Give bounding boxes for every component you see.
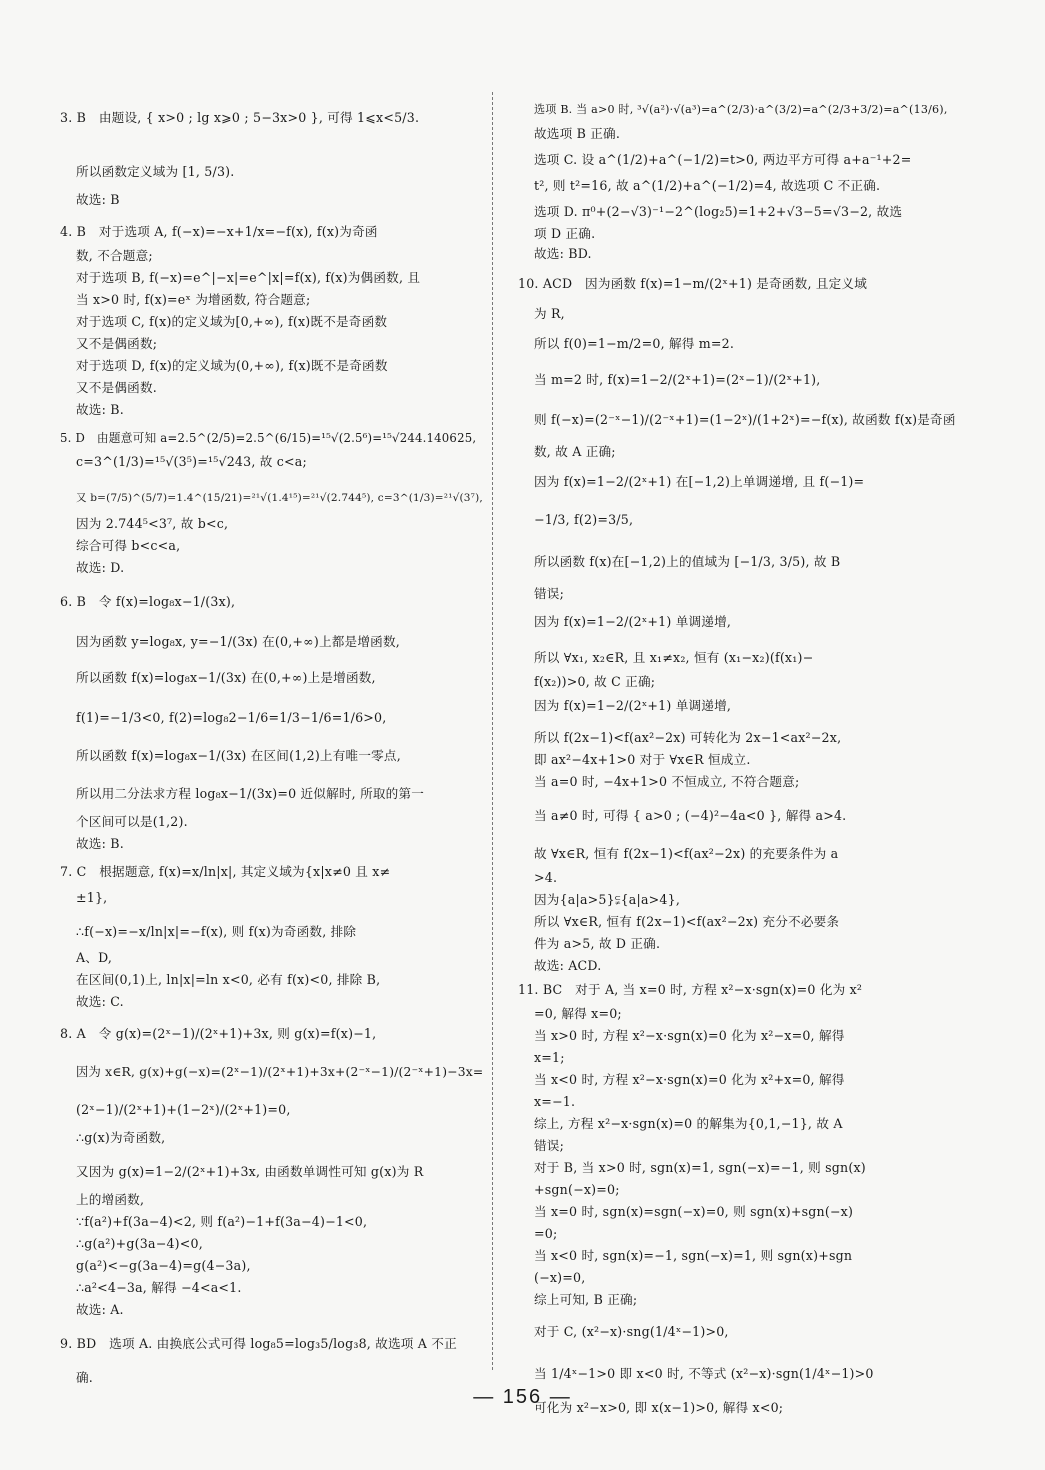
text-line: 综上可知, B 正确; xyxy=(534,1292,638,1307)
text-line: 故选: B. xyxy=(76,836,124,851)
text-line: 所以函数 f(x)=log₈x−1/(3x) 在区间(1,2)上有唯一零点, xyxy=(76,748,401,763)
text-line: 所以函数 f(x)在[−1,2)上的值域为 [−1/3, 3/5), 故 B xyxy=(534,554,841,569)
text-line: 因为{a|a>5}⫋{a|a>4}, xyxy=(534,892,681,907)
text-line: 在区间(0,1)上, ln|x|=ln x<0, 必有 f(x)<0, 排除 B, xyxy=(76,972,381,987)
text-line: 可化为 x²−x>0, 即 x(x−1)>0, 解得 x<0; xyxy=(534,1400,784,1415)
text-line: 所以用二分法求方程 log₈x−1/(3x)=0 近似解时, 所取的第一 xyxy=(76,786,425,801)
text-line: 所以函数定义域为 [1, 5/3). xyxy=(76,164,235,179)
text-line: 所以 f(0)=1−m/2=0, 解得 m=2. xyxy=(534,336,735,351)
text-line: 项 D 正确. xyxy=(534,226,596,241)
text-line: 错误; xyxy=(534,1138,565,1153)
text-line: 当 x>0 时, 方程 x²−x·sgn(x)=0 化为 x²−x=0, 解得 xyxy=(534,1028,845,1043)
text-line: x=1; xyxy=(534,1050,565,1065)
text-line: f(1)=−1/3<0, f(2)=log₈2−1/6=1/3−1/6=1/6>0, xyxy=(76,710,387,725)
text-line: 7. C 根据题意, f(x)=x/ln|x|, 其定义域为{x|x≠0 且 x≠ xyxy=(60,864,391,879)
text-line: 对于选项 D, f(x)的定义域为(0,+∞), f(x)既不是奇函数 xyxy=(76,358,388,373)
text-line: 所以 ∀x₁, x₂∈R, 且 x₁≠x₂, 恒有 (x₁−x₂)(f(x₁)− xyxy=(534,650,814,665)
text-line: 因为 f(x)=1−2/(2ˣ+1) 单调递增, xyxy=(534,614,732,629)
text-line: ±1}, xyxy=(76,890,108,905)
text-line: ∴f(−x)=−x/ln|x|=−f(x), 则 f(x)为奇函数, 排除 xyxy=(76,924,357,939)
text-line: >4. xyxy=(534,870,558,885)
column-divider xyxy=(492,92,493,1370)
text-line: x=−1. xyxy=(534,1094,576,1109)
text-line: 错误; xyxy=(534,586,565,601)
page-number: — 156 — xyxy=(473,1386,572,1408)
text-line: 故选项 B 正确. xyxy=(534,126,621,141)
text-line: 因为函数 y=log₈x, y=−1/(3x) 在(0,+∞)上都是增函数, xyxy=(76,634,400,649)
text-line: t², 则 t²=16, 故 a^(1/2)+a^(−1/2)=4, 故选项 C 不正确. xyxy=(534,178,881,193)
text-line: f(x₂))>0, 故 C 正确; xyxy=(534,674,656,689)
text-line: 对于选项 B, f(−x)=e^|−x|=e^|x|=f(x), f(x)为偶函数, 且 xyxy=(76,270,421,285)
text-line: c=3^(1/3)=¹⁵√(3⁵)=¹⁵√243, 故 c<a; xyxy=(76,454,307,469)
text-line: 因为 f(x)=1−2/(2ˣ+1) 单调递增, xyxy=(534,698,732,713)
text-line: 又 b=(7/5)^(5/7)=1.4^(15/21)=²¹√(1.4¹⁵)=²¹√(2.744⁵), c=3^(1/3)=²¹√(3⁷), xyxy=(76,492,483,504)
text-line: 即 ax²−4x+1>0 对于 ∀x∈R 恒成立. xyxy=(534,752,751,767)
text-line: ∵f(a²)+f(3a−4)<2, 则 f(a²)−1+f(3a−4)−1<0, xyxy=(76,1214,368,1229)
text-line: 当 m=2 时, f(x)=1−2/(2ˣ+1)=(2ˣ−1)/(2ˣ+1), xyxy=(534,372,821,387)
text-line: 选项 D. π⁰+(2−√3)⁻¹−2^(log₂5)=1+2+√3−5=√3−2, 故选 xyxy=(534,204,903,219)
text-line: 综合可得 b<c<a, xyxy=(76,538,181,553)
text-line: 因为 x∈R, g(x)+g(−x)=(2ˣ−1)/(2ˣ+1)+3x+(2⁻ˣ−1)/(2⁻ˣ+1)−3x= xyxy=(76,1065,484,1079)
text-line: 上的增函数, xyxy=(76,1192,145,1207)
text-line: 当 x<0 时, 方程 x²−x·sgn(x)=0 化为 x²+x=0, 解得 xyxy=(534,1072,845,1087)
text-line: 3. B 由题设, { x>0 ; lg x⩾0 ; 5−3x>0 }, 可得 1⩽x<5/3. xyxy=(60,110,420,125)
text-line: 10. ACD 因为函数 f(x)=1−m/(2ˣ+1) 是奇函数, 且定义域 xyxy=(518,276,868,291)
text-line: 当 a=0 时, −4x+1>0 不恒成立, 不符合题意; xyxy=(534,774,800,789)
text-line: A、D, xyxy=(76,950,113,965)
text-line: 8. A 令 g(x)=(2ˣ−1)/(2ˣ+1)+3x, 则 g(x)=f(x)−1, xyxy=(60,1026,377,1041)
text-line: =0, 解得 x=0; xyxy=(534,1006,622,1021)
text-line: =0; xyxy=(534,1226,558,1241)
text-line: 数, 故 A 正确; xyxy=(534,444,616,459)
text-line: 又不是偶函数. xyxy=(76,380,157,395)
text-line: ∴g(x)为奇函数, xyxy=(76,1130,166,1145)
text-line: 因为 2.744⁵<3⁷, 故 b<c, xyxy=(76,516,229,531)
text-line: 当 1/4ˣ−1>0 即 x<0 时, 不等式 (x²−x)·sgn(1/4ˣ−1)>0 xyxy=(534,1366,874,1381)
text-line: 所以 f(2x−1)<f(ax²−2x) 可转化为 2x−1<ax²−2x, xyxy=(534,730,842,745)
text-line: 则 f(−x)=(2⁻ˣ−1)/(2⁻ˣ+1)=(1−2ˣ)/(1+2ˣ)=−f(x), 故函数 f(x)是奇函 xyxy=(534,412,956,427)
text-line: 综上, 方程 x²−x·sgn(x)=0 的解集为{0,1,−1}, 故 A xyxy=(534,1116,843,1131)
text-line: 故选: B. xyxy=(76,402,124,417)
text-line: (−x)=0, xyxy=(534,1270,586,1285)
text-line: 个区间可以是(1,2). xyxy=(76,814,188,829)
text-line: 故选: ACD. xyxy=(534,958,602,973)
text-line: g(a²)<−g(3a−4)=g(4−3a), xyxy=(76,1258,251,1273)
text-line: 9. BD 选项 A. 由换底公式可得 log₈5=log₃5/log₃8, 故选项 A 不正 xyxy=(60,1336,457,1351)
text-line: 数, 不合题意; xyxy=(76,248,153,263)
text-line: 因为 f(x)=1−2/(2ˣ+1) 在[−1,2)上单调递增, 且 f(−1)= xyxy=(534,474,865,489)
text-line: −1/3, f(2)=3/5, xyxy=(534,512,634,527)
text-line: 故选: BD. xyxy=(534,246,592,261)
text-line: 所以函数 f(x)=log₈x−1/(3x) 在(0,+∞)上是增函数, xyxy=(76,670,376,685)
text-line: 4. B 对于选项 A, f(−x)=−x+1/x=−f(x), f(x)为奇函 xyxy=(60,224,378,239)
text-line: 故选: D. xyxy=(76,560,125,575)
text-line: 确. xyxy=(76,1370,93,1385)
text-line: ∴a²<4−3a, 解得 −4<a<1. xyxy=(76,1280,242,1295)
text-line: 故选: B xyxy=(76,192,120,207)
text-line: 选项 B. 当 a>0 时, ³√(a²)·√(a³)=a^(2/3)·a^(3/2)=a^(2/3+3/2)=a^(13/6), xyxy=(534,103,948,116)
text-line: 当 x=0 时, sgn(x)=sgn(−x)=0, 则 sgn(x)+sgn(−x) xyxy=(534,1204,854,1219)
text-line: 当 x>0 时, f(x)=eˣ 为增函数, 符合题意; xyxy=(76,292,311,307)
text-line: 又不是偶函数; xyxy=(76,336,158,351)
text-line: 5. D 由题意可知 a=2.5^(2/5)=2.5^(6/15)=¹⁵√(2.5⁶)=¹⁵√244.140625, xyxy=(60,431,477,445)
text-line: (2ˣ−1)/(2ˣ+1)+(1−2ˣ)/(2ˣ+1)=0, xyxy=(76,1102,291,1117)
text-line: 为 R, xyxy=(534,306,565,321)
text-line: 故选: A. xyxy=(76,1302,124,1317)
text-line: 所以 ∀x∈R, 恒有 f(2x−1)<f(ax²−2x) 充分不必要条 xyxy=(534,914,840,929)
text-line: 6. B 令 f(x)=log₈x−1/(3x), xyxy=(60,594,236,609)
text-line: 11. BC 对于 A, 当 x=0 时, 方程 x²−x·sgn(x)=0 化为 x² xyxy=(518,982,863,997)
text-line: 故选: C. xyxy=(76,994,124,1009)
text-line: +sgn(−x)=0; xyxy=(534,1182,620,1197)
text-line: 对于 B, 当 x>0 时, sgn(x)=1, sgn(−x)=−1, 则 sgn(x) xyxy=(534,1160,866,1175)
text-line: ∴g(a²)+g(3a−4)<0, xyxy=(76,1236,203,1251)
text-line: 件为 a>5, 故 D 正确. xyxy=(534,936,661,951)
text-line: 当 x<0 时, sgn(x)=−1, sgn(−x)=1, 则 sgn(x)+sgn xyxy=(534,1248,853,1263)
text-line: 对于选项 C, f(x)的定义域为[0,+∞), f(x)既不是奇函数 xyxy=(76,314,388,329)
text-line: 对于 C, (x²−x)·sng(1/4ˣ−1)>0, xyxy=(534,1324,729,1339)
text-line: 选项 C. 设 a^(1/2)+a^(−1/2)=t>0, 两边平方可得 a+a⁻¹+2= xyxy=(534,152,912,167)
text-line: 当 a≠0 时, 可得 { a>0 ; (−4)²−4a<0 }, 解得 a>4. xyxy=(534,808,847,823)
text-line: 又因为 g(x)=1−2/(2ˣ+1)+3x, 由函数单调性可知 g(x)为 R xyxy=(76,1164,424,1179)
text-line: 故 ∀x∈R, 恒有 f(2x−1)<f(ax²−2x) 的充要条件为 a xyxy=(534,846,839,861)
